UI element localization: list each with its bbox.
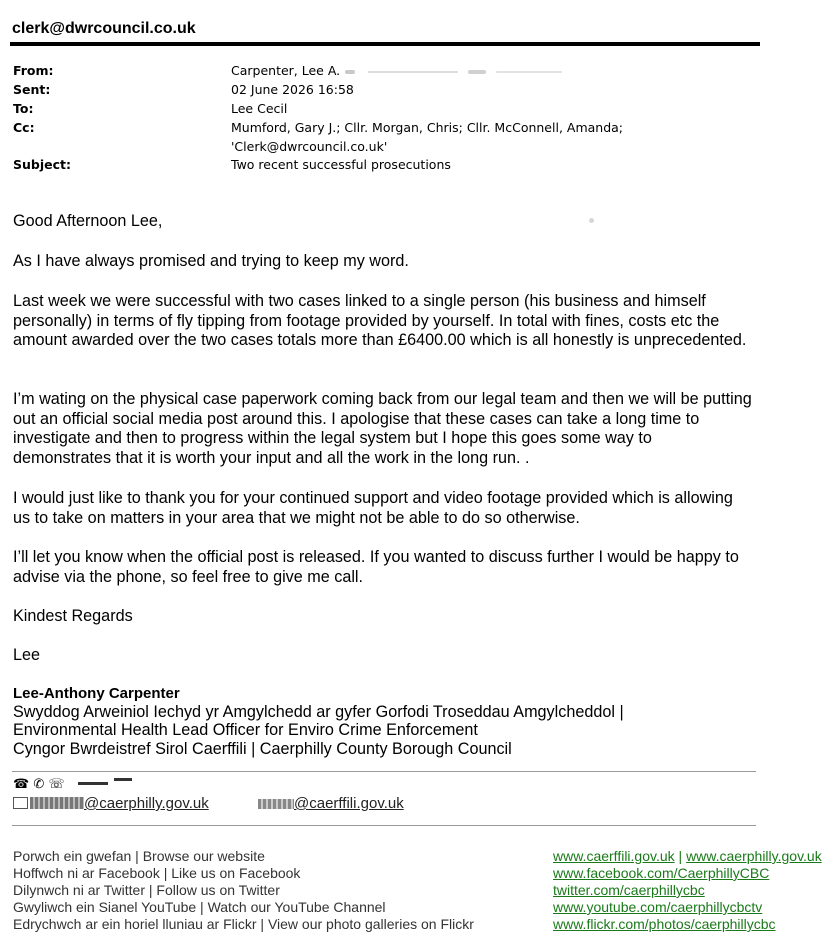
redacted-email-prefix [258, 799, 294, 809]
cc-label: Cc: [13, 120, 35, 135]
footer-links-website [553, 848, 822, 865]
email-link-english[interactable]: @caerphilly.gov.uk [84, 795, 209, 812]
subject-label: Subject: [13, 157, 71, 172]
paragraph-followup: I’ll let you know when the official post is released. If you wanted to discuss further I would be happy to advise via the phone, so feel free to give me call. [13, 548, 739, 586]
email-link-welsh[interactable]: @caerffili.gov.uk [294, 795, 404, 812]
footer-line-facebook: Hoffwch ni ar Facebook | Like us on Facebook [13, 865, 301, 881]
greeting: Good Afternoon Lee, [13, 212, 163, 230]
from-label: From: [13, 63, 54, 78]
phone-icons: ☎ ✆ ☏ [13, 777, 65, 792]
signature-divider [12, 771, 756, 772]
footer-line-website: Porwch ein gwefan | Browse our website [13, 848, 265, 864]
redacted-email-smudge [496, 71, 562, 73]
envelope-icon [13, 797, 28, 809]
cc-value: Mumford, Gary J.; Cllr. Morgan, Chris; Cllr. McConnell, Amanda; [231, 120, 624, 135]
mailbox-title: clerk@dwrcouncil.co.uk [12, 20, 196, 37]
footer-line-twitter: Dilynwch ni ar Twitter | Follow us on Twitter [13, 882, 280, 898]
footer-link-facebook-wrap [553, 865, 770, 883]
header-divider [10, 42, 760, 46]
redacted-phone [78, 782, 108, 785]
to-label: To: [13, 101, 34, 116]
redacted-email-smudge [345, 70, 355, 74]
sent-value: 02 June 2026 16:58 [231, 82, 354, 97]
signature-title-english: Environmental Health Lead Officer for Enviro Crime Enforcement [13, 721, 478, 739]
stray-dot [589, 218, 594, 223]
link-twitter[interactable]: twitter.com/caerphillycbc [553, 882, 705, 898]
paragraph-cases: Last week we were successful with two cases linked to a single person (his business and himself personally) in terms of fly tipping from footage provided by yourself. In total with fines, costs etc the amount awarded over the two cases totals more than £6400.00 which is all honestly is unprecedented. [13, 292, 747, 350]
subject-value: Two recent successful prosecutions [231, 157, 451, 172]
to-value: Lee Cecil [231, 101, 288, 116]
footer-line-flickr: Edrychwch ar ein horiel lluniau ar Flickr | View our photo galleries on Flickr [13, 916, 474, 932]
link-flickr[interactable]: www.flickr.com/photos/caerphillycbc [553, 916, 776, 932]
footer-link-twitter-wrap [553, 882, 766, 900]
signature-council: Cyngor Bwrdeistref Sirol Caerffili | Caerphilly County Borough Council [13, 740, 512, 758]
footer-link-youtube-wrap [553, 899, 766, 917]
redacted-email-prefix [30, 797, 84, 809]
paragraph-promise: As I have always promised and trying to keep my word. [13, 252, 409, 270]
link-separator: | [678, 848, 683, 864]
link-facebook[interactable]: www.facebook.com/CaerphillyCBC [553, 865, 770, 881]
footer-divider [12, 825, 756, 826]
link-website-english[interactable]: www.caerphilly.gov.uk [686, 848, 822, 864]
paragraph-thanks: I would just like to thank you for your continued support and video footage provided which is allowing us to take on matters in your area that we might not be able to do so otherwise. [13, 489, 733, 527]
signature-name: Lee-Anthony Carpenter [13, 685, 180, 702]
footer-line-youtube: Gwyliwch ein Sianel YouTube | Watch our YouTube Channel [13, 899, 386, 915]
redacted-phone [114, 778, 132, 781]
link-youtube[interactable]: www.youtube.com/caerphillycbctv [553, 899, 763, 915]
footer-link-flickr-wrap [553, 916, 776, 934]
cc-value-continued: 'Clerk@dwrcouncil.co.uk' [231, 139, 388, 154]
link-website-welsh[interactable]: www.caerffili.gov.uk [553, 848, 675, 864]
sent-label: Sent: [13, 82, 51, 97]
redacted-email-smudge [368, 71, 458, 73]
redacted-email-smudge [468, 70, 486, 74]
signature-title-welsh: Swyddog Arweiniol Iechyd yr Amgylchedd ar gyfer Gorfodi Troseddau Amgylcheddol | [13, 703, 624, 721]
short-name: Lee [13, 646, 41, 664]
closing: Kindest Regards [13, 607, 133, 625]
paragraph-paperwork: I’m wating on the physical case paperwork coming back from our legal team and then we will be putting out an official social media post around this. I apologise that these cases can take a long time to investigate and then to progress within the legal system but I hope this goes some way to demonstrates that it is worth your input and all the work in the long run. . [13, 390, 752, 467]
from-value: Carpenter, Lee A. [231, 63, 341, 78]
